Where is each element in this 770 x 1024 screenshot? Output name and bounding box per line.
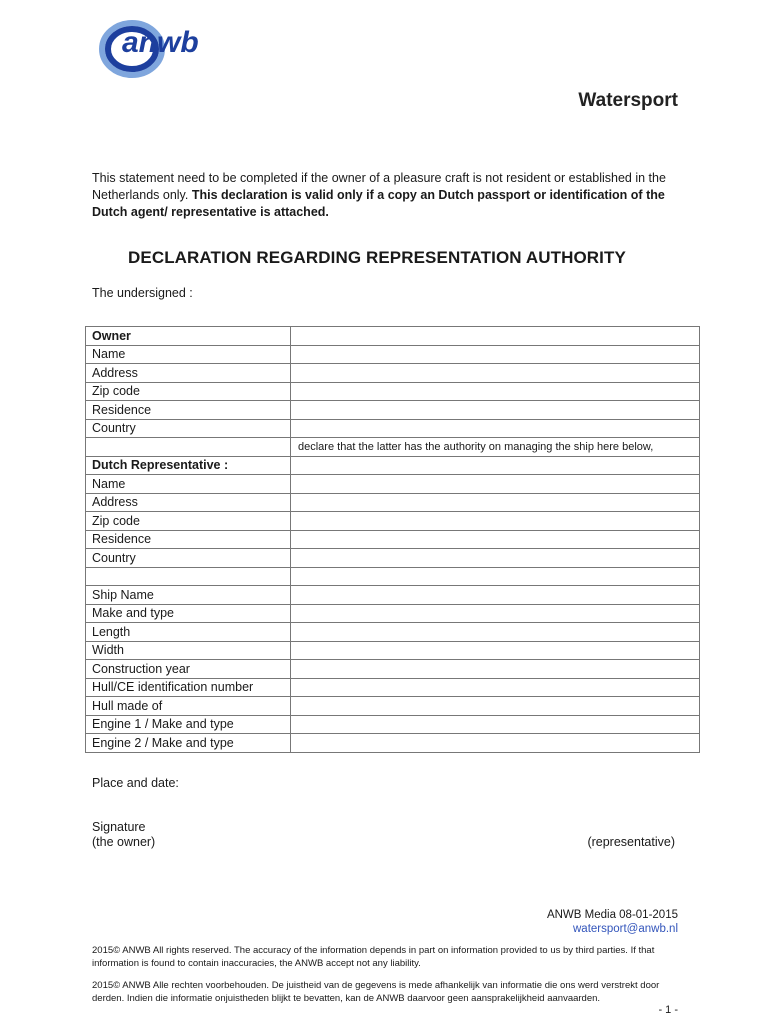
signature-label: Signature (92, 820, 146, 834)
ship-engine1-field[interactable] (291, 715, 700, 734)
owner-header-field[interactable] (291, 327, 700, 346)
representative-title: Dutch Representative : (86, 456, 291, 475)
owner-address-field[interactable] (291, 364, 700, 383)
signature-owner-label: (the owner) (92, 835, 156, 849)
intro-paragraph (92, 170, 692, 221)
ship-row-label: Make and type (86, 604, 291, 623)
logo-text: anwb (122, 26, 199, 59)
owner-row-label: Name (86, 345, 291, 364)
media-date: ANWB Media 08-01-2015 (546, 909, 678, 921)
owner-title: Owner (86, 327, 291, 346)
undersigned-label: The undersigned : (92, 286, 193, 300)
anwb-logo (96, 18, 236, 80)
rep-address-field[interactable] (291, 493, 700, 512)
owner-row-label: Residence (86, 401, 291, 420)
owner-row-label: Address (86, 364, 291, 383)
spacer-field[interactable] (291, 567, 700, 586)
declaration-heading: DECLARATION REGARDING REPRESENTATION AUTHORITY (128, 248, 626, 267)
ship-row-label: Construction year (86, 660, 291, 679)
ship-name-field[interactable] (291, 586, 700, 605)
ship-hull-material-field[interactable] (291, 697, 700, 716)
spacer-cell (86, 438, 291, 457)
intro-plain: This statement need to be completed if the owner of a pleasure craft is not resident or established in the Netherlands only. (92, 171, 666, 202)
ship-row-label: Length (86, 623, 291, 642)
ship-row-label: Engine 2 / Make and type (86, 734, 291, 753)
rep-row-label: Residence (86, 530, 291, 549)
rep-residence-field[interactable] (291, 530, 700, 549)
ship-length-field[interactable] (291, 623, 700, 642)
rep-row-label: Address (86, 493, 291, 512)
contact-email-link[interactable]: watersport@anwb.nl (573, 923, 678, 935)
ship-engine2-field[interactable] (291, 734, 700, 753)
rep-row-label: Name (86, 475, 291, 494)
rep-name-field[interactable] (291, 475, 700, 494)
copyright-english: 2015© ANWB All rights reserved. The accuracy of the information depends in part on information provided to us by third parties. If that information is found to contain inaccuracies, the ANWB accept not any liability. (92, 945, 655, 969)
signature-representative-label: (representative) (587, 835, 675, 849)
place-date-label: Place and date: (92, 776, 179, 790)
rep-row-label: Zip code (86, 512, 291, 531)
rep-header-field[interactable] (291, 456, 700, 475)
intro-bold: This declaration is valid only if a copy an Dutch passport or identification of the Dutch agent/ representative is attached. (92, 188, 665, 219)
owner-row-label: Country (86, 419, 291, 438)
owner-zip-field[interactable] (291, 382, 700, 401)
page-title: Watersport (578, 90, 678, 111)
ship-row-label: Hull/CE identification number (86, 678, 291, 697)
declaration-form (85, 326, 700, 753)
rep-zip-field[interactable] (291, 512, 700, 531)
declare-note: declare that the latter has the authority on managing the ship here below, (291, 438, 700, 457)
footer-media (547, 908, 678, 936)
owner-name-field[interactable] (291, 345, 700, 364)
ship-row-label: Engine 1 / Make and type (86, 715, 291, 734)
ship-row-label: Ship Name (86, 586, 291, 605)
ship-row-label: Hull made of (86, 697, 291, 716)
ship-make-field[interactable] (291, 604, 700, 623)
owner-country-field[interactable] (291, 419, 700, 438)
ship-hull-id-field[interactable] (291, 678, 700, 697)
spacer-cell (86, 567, 291, 586)
copyright-dutch: 2015© ANWB Alle rechten voorbehouden. De juistheid van de gegevens is mede afhankelijk van informatie die ons werd verstrekt door derden. Indien die informatie onjuistheden blijkt te bevatten, kan de ANWB daarvoor geen aansprakelijkheid aanvaarden. (92, 980, 660, 1004)
owner-row-label: Zip code (86, 382, 291, 401)
ship-width-field[interactable] (291, 641, 700, 660)
page-number: - 1 - (658, 1004, 678, 1016)
ship-year-field[interactable] (291, 660, 700, 679)
ship-row-label: Width (86, 641, 291, 660)
rep-row-label: Country (86, 549, 291, 568)
rep-country-field[interactable] (291, 549, 700, 568)
owner-residence-field[interactable] (291, 401, 700, 420)
